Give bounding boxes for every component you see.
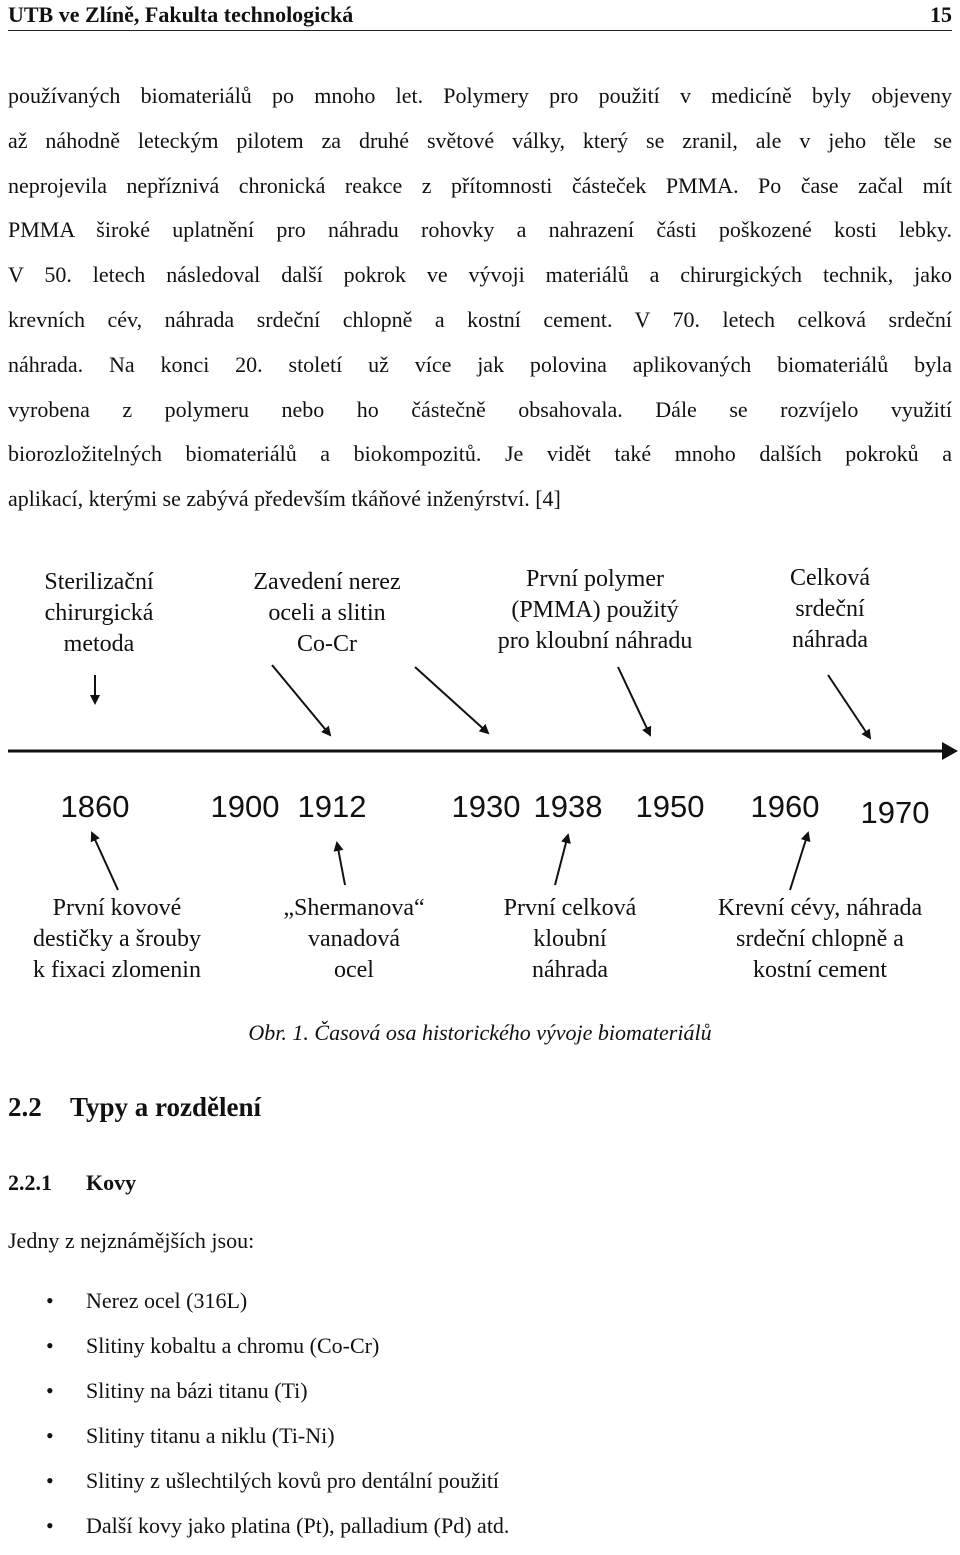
timeline-event-line: První kovové (52, 895, 182, 921)
timeline-event-line: chirurgická (44, 600, 154, 626)
list-item-text: Slitiny z ušlechtilých kovů pro dentální použití (86, 1468, 500, 1493)
list-item (0, 1510, 509, 1555)
page-number: 15 (930, 2, 952, 27)
page-header (8, 0, 952, 31)
timeline-event-line: Co-Cr (297, 631, 357, 657)
timeline-event-line: Zavedení nerez (253, 569, 401, 595)
list-item (0, 1375, 509, 1420)
timeline-year-label: 1860 (60, 789, 130, 824)
metals-list (0, 1285, 509, 1555)
body-paragraph (8, 74, 952, 522)
timeline-event-label (44, 569, 154, 657)
subsection-heading (8, 1170, 136, 1196)
bullet-icon: • (46, 1333, 54, 1358)
list-item-text: Slitiny na bázi titanu (Ti) (86, 1378, 308, 1403)
timeline-event-line: destičky a šrouby (33, 926, 201, 952)
timeline-arrow (790, 833, 808, 890)
timeline-event-line: oceli a slitin (268, 600, 386, 626)
timeline-event-line: První polymer (526, 566, 664, 592)
paragraph-line: biorozložitelných biomateriálů a biokompozitů. Je vidět také mnoho dalších pokroků a (8, 441, 952, 467)
timeline-event-label (504, 895, 637, 983)
timeline-event-label (498, 566, 693, 654)
timeline-event-line: náhrada (532, 957, 608, 983)
timeline-arrow (618, 667, 650, 735)
timeline-event-label (790, 565, 870, 653)
timeline-event-line: Celková (790, 565, 870, 591)
paragraph-line: krevních cév, náhrada srdeční chlopně a kostní cement. V 70. letech celková srdeční (8, 306, 952, 332)
timeline-event-line: kloubní (533, 926, 607, 952)
paragraph-line: vyrobena z polymeru nebo ho částečně obsahovala. Dále se rozvíjelo využití (8, 396, 952, 422)
timeline-event-line: První celková (503, 895, 637, 921)
timeline-arrow (555, 835, 568, 885)
paragraph-line: používaných biomateriálů po mnoho let. Polymery pro použití v medicíně byly objeveny (8, 83, 952, 108)
timeline-event-line: metoda (63, 631, 135, 657)
timeline-year-label: 1970 (860, 795, 930, 830)
list-item-text: Další kovy jako platina (Pt), palladium (Pd) atd. (86, 1513, 510, 1538)
timeline-year-label: 1900 (210, 789, 280, 824)
timeline-arrow (337, 843, 345, 885)
timeline-event-line: srdeční (795, 596, 865, 622)
paragraph-line: PMMA široké uplatnění pro náhradu rohovky a nahrazení části poškozené kosti lebky. (8, 217, 952, 243)
timeline-event-label (253, 569, 400, 657)
list-intro: Jedny z nejznámějších jsou: (8, 1228, 255, 1253)
list-item-text: Nerez ocel (316L) (86, 1288, 248, 1313)
list-item (0, 1420, 509, 1465)
paragraph-line: neprojevila nepříznivá chronická reakce z přítomnosti částeček PMMA. Po čase začal mít (8, 172, 952, 198)
timeline-event-line: pro kloubní náhradu (497, 628, 693, 654)
timeline-event-line: k fixaci zlomenin (33, 957, 201, 983)
paragraph-line: V 50. letech následoval další pokrok ve vývoji materiálů a chirurgických technik, jako (8, 262, 952, 288)
bullet-icon: • (46, 1468, 54, 1493)
timeline-event-line: „Shermanova“ (283, 895, 425, 921)
list-item (0, 1285, 509, 1330)
list-item-text: Slitiny titanu a niklu (Ti-Ni) (86, 1423, 335, 1448)
subsection-title: Kovy (86, 1170, 137, 1195)
timeline-event-line: ocel (334, 957, 374, 983)
paragraph-line: až náhodně leteckým pilotem za druhé světové války, který se zranil, ale v jeho těle se (8, 127, 952, 153)
timeline-event-line: Krevní cévy, náhrada (717, 895, 923, 921)
timeline-arrow (272, 665, 330, 735)
section-heading (8, 1092, 261, 1123)
timeline-arrow (828, 675, 870, 738)
timeline-year-label: 1960 (750, 789, 820, 824)
timeline-event-line: vanadová (308, 926, 400, 952)
list-item-text: Slitiny kobaltu a chromu (Co-Cr) (86, 1333, 380, 1358)
header-title: UTB ve Zlíně, Fakulta technologická (8, 2, 354, 27)
timeline-event-label (718, 895, 923, 983)
timeline-event-line: náhrada (792, 627, 868, 653)
timeline-year-label: 1930 (451, 789, 521, 824)
timeline-year-label: 1938 (533, 789, 603, 824)
paragraph-line: náhrada. Na konci 20. století už více jak polovina aplikovaných biomateriálů byla (8, 351, 952, 377)
timeline-event-label (33, 895, 201, 983)
list-item (0, 1465, 509, 1510)
section-title: Typy a rozdělení (70, 1092, 262, 1122)
figure-caption (0, 1020, 960, 1046)
bullet-icon: • (46, 1288, 54, 1313)
subsection-number: 2.2.1 (8, 1170, 52, 1195)
timeline-axis-arrowhead (942, 742, 958, 760)
timeline-year-label: 1912 (297, 789, 367, 824)
bullet-icon: • (46, 1378, 54, 1403)
timeline-event-line: Sterilizační (44, 569, 154, 595)
timeline-event-line: kostní cement (753, 957, 887, 983)
paragraph-line: aplikací, kterými se zabývá především tkáňové inženýrství. [4] (8, 486, 561, 512)
timeline-event-line: srdeční chlopně a (736, 926, 904, 952)
timeline-arrow (415, 667, 488, 733)
timeline-figure (0, 555, 960, 995)
list-item (0, 1330, 509, 1375)
bullet-icon: • (46, 1423, 54, 1448)
timeline-arrow (92, 833, 118, 890)
bullet-icon: • (46, 1513, 54, 1538)
timeline-event-label (283, 895, 424, 983)
timeline-year-label: 1950 (635, 789, 705, 824)
timeline-event-line: (PMMA) použitý (511, 597, 679, 623)
caption-text: Obr. 1. Časová osa historického vývoje biomateriálů (248, 1020, 712, 1045)
section-number: 2.2 (8, 1092, 42, 1122)
